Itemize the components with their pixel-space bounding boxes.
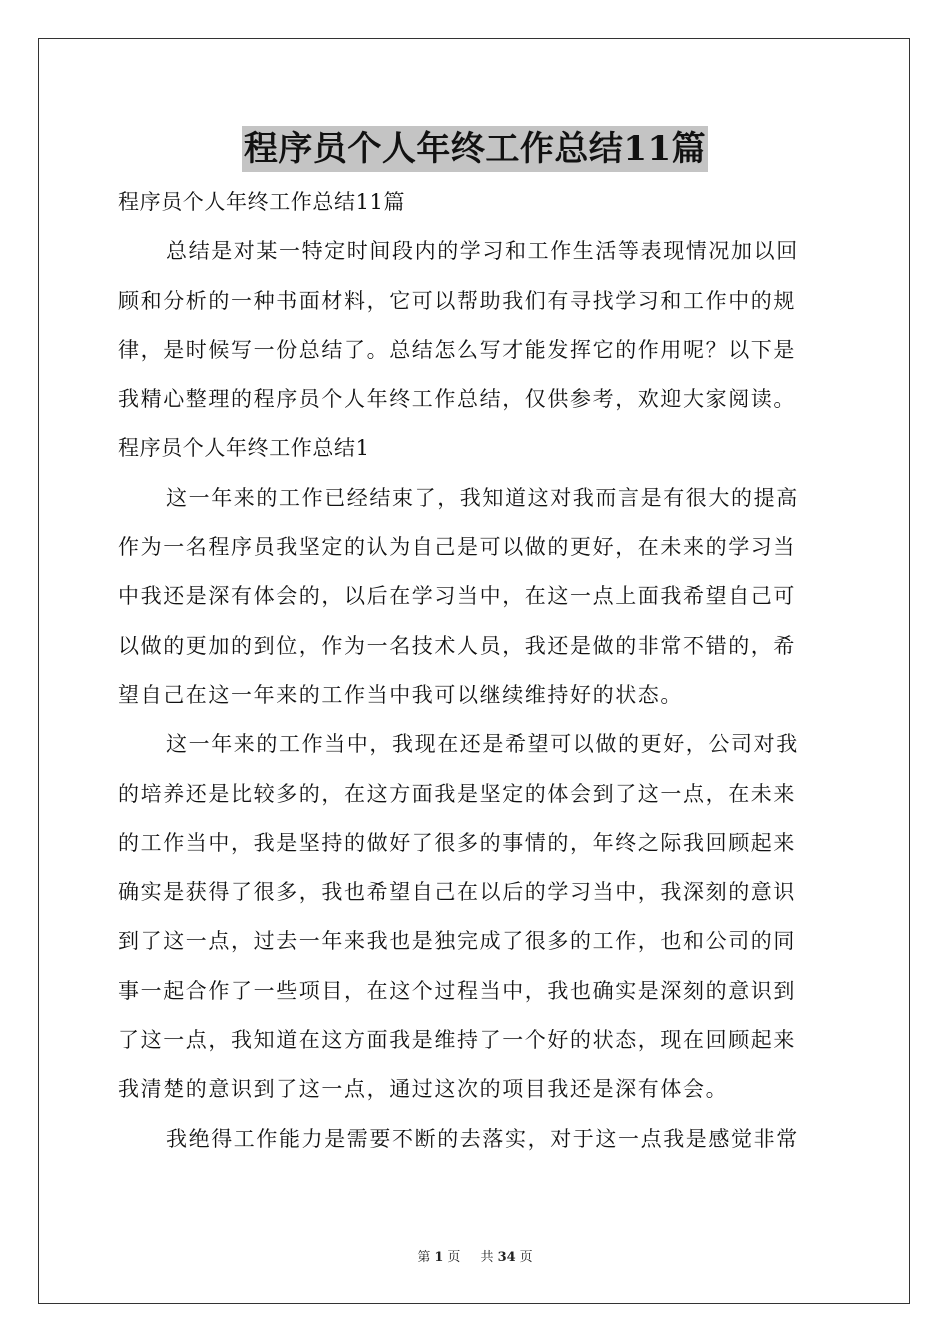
section-heading: 程序员个人年终工作总结1 — [118, 436, 370, 461]
paragraph-line: 我绝得工作能力是需要不断的去落实，对于这一点我是感觉非常 — [166, 1126, 799, 1151]
paragraph-line: 顾和分析的一种书面材料，它可以帮助我们有寻找学习和工作中的规 — [118, 288, 796, 313]
paragraph-line: 我精心整理的程序员个人年终工作总结，仅供参考，欢迎大家阅读。 — [118, 387, 796, 412]
document-body — [118, 178, 836, 1164]
total-prefix: 共 — [480, 1250, 494, 1265]
paragraph-line: 到了这一点，过去一年来我也是独完成了很多的工作，也和公司的同 — [118, 929, 796, 954]
document-title: 程序员个人年终工作总结11篇 — [242, 126, 708, 172]
paragraph-line: 总结是对某一特定时间段内的学习和工作生活等表现情况加以回 — [166, 239, 799, 264]
page-number: 1 — [434, 1250, 444, 1265]
total-pages: 34 — [497, 1250, 516, 1265]
paragraph-line: 律，是时候写一份总结了。总结怎么写才能发挥它的作用呢？以下是 — [118, 337, 796, 362]
page-suffix: 页 — [447, 1250, 461, 1265]
total-suffix: 页 — [519, 1250, 533, 1265]
paragraph-line: 这一年来的工作已经结束了，我知道这对我而言是有很大的提高 — [166, 485, 799, 510]
paragraph-line: 确实是获得了很多，我也希望自己在以后的学习当中，我深刻的意识 — [118, 880, 796, 905]
paragraph-line: 的培养还是比较多的，在这方面我是坚定的体会到了这一点，在未来 — [118, 781, 796, 806]
page-indicator — [413, 1250, 464, 1265]
subtitle-line: 程序员个人年终工作总结11篇 — [118, 190, 406, 214]
paragraph-line: 望自己在这一年来的工作当中我可以继续维持好的状态。 — [118, 682, 683, 707]
paragraph-line: 的工作当中，我是坚持的做好了很多的事情的，年终之际我回顾起来 — [118, 830, 796, 855]
page-prefix: 第 — [417, 1250, 431, 1265]
paragraph-line: 作为一名程序员我坚定的认为自己是可以做的更好，在未来的学习当 — [118, 535, 796, 560]
total-indicator — [477, 1250, 537, 1265]
paragraph-line: 这一年来的工作当中，我现在还是希望可以做的更好，公司对我 — [166, 732, 799, 757]
paragraph-line: 中我还是深有体会的，以后在学习当中，在这一点上面我希望自己可 — [118, 584, 796, 609]
title-container — [0, 126, 950, 172]
paragraph-line: 我清楚的意识到了这一点，通过这次的项目我还是深有体会。 — [118, 1077, 729, 1102]
paragraph-line: 以做的更加的到位，作为一名技术人员，我还是做的非常不错的，希 — [118, 633, 796, 658]
paragraph-line: 事一起合作了一些项目，在这个过程当中，我也确实是深刻的意识到 — [118, 978, 796, 1003]
page-footer — [0, 1246, 950, 1265]
paragraph-line: 了这一点，我知道在这方面我是维持了一个好的状态，现在回顾起来 — [118, 1028, 796, 1053]
